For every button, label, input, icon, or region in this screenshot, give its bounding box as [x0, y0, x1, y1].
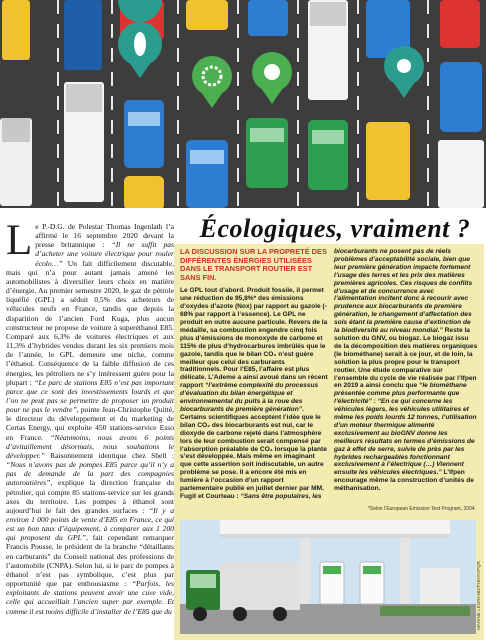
sidebar-box: [174, 244, 484, 640]
article-text: , fait cependant remarquer Francis Pousse, le président de la branche “détaillants en carburants” du Conseil national des professions de l’automobile (CNPA). Selon lui, si le parc de pompes à éthanol n’est pas symbolique, c’est plus par opportunité que par enthousiasme :: [6, 533, 174, 589]
sidebar-kicker: LA DISCUSSION SUR LA PROPRETÉ DES DIFFÉRENTES ÉNERGIES UTILISÉES DANS LE TRANSPORT ROUTIER EST SANS FIN.: [180, 247, 327, 282]
sidebar-quote: “l’extrême complexité du processus d’évaluation du bilan énergétique et environnemental du puits à la roue des biocarburants de première génération”: [180, 382, 319, 413]
article-text: Raisonnement identique chez Shell :: [44, 450, 174, 460]
sidebar-text: . Certains scientifiques acceptent l’idée que le bilan CO₂ des biocarburants est nul, car le dioxyde de carbone rejeté dans l’atmosphère lors de leur combustion serait compensé par l’absorption préalable de CO₂ lorsque la plante s’est développée. Mais même en imaginant que cette assertion soit indiscutable, un autre problème se pose. Il a encore été mis en lumière à l’occasion d’un rapport parlementaire publié en juillet dernier par MM. Fugit et Courteau :: [180, 405, 327, 500]
drop-cap: L: [6, 222, 33, 264]
sidebar-text: :: [371, 398, 378, 406]
article-quote: “Il ne suffit pas d’acheter une voiture électrique pour rouler écolo…”: [35, 240, 174, 268]
article-text: Un fait difficilement discutable, mais qui n’a pour autant jamais amené les automobilistes à diversifier leurs choix en matière d’énergie. Au premier semestre 2020, le gaz de pétrole liquéfié (GPL) a séduit 0,5% des acheteurs de véhicules neufs en France, tandis que depuis la disparition de l’ancien Ford Kuga, plus aucun constructeur ne propose de voiture à superéthanol E85. Comparé aux 6,3% de voitures électriques et aux 11,3% d’hybrides vendus durant les six premiers mois de l’année, le GPL demeure une niche, comme l’éthanol. Conséquence de la faible diffusion de ces énergies, les pétroliers ne s’y intéressent guère pour la plupart :: [6, 258, 174, 387]
sidebar-text: L’Ifpen encourage même la construction d’unités de méthanisation.: [334, 469, 474, 493]
article-quote: “Nous n’avons pas de pompes E85 parce qu’il n’y a pas de demande de la part des compagnies autoroutières”: [6, 460, 174, 488]
article-quote: “Il y a environ 1 000 points de vente d’E85 en France, ce qui est un bon taux d’équipement, à comparer aux 1 200 qui proposent du GPL”: [6, 505, 174, 543]
article-text: e P.-D.G. de Polestar Thomas Ingenlath l’a affirmé le 16 septembre 2020 devant la presse britannique :: [35, 222, 174, 250]
sidebar-quote: “En ce qui concerne les véhicules légers, les véhicules utilitaires et même les poids lourds 12 tonnes, l’utilisation d’un moteur thermique alimenté exclusivement au bioGNV donne les meilleurs résultats en termes d’émissions de gaz à effet de serre, suivie de près par les hybrides rechargeables fonctionnant exclusivement à l’électrique (…) Viennent ensuite les véhicules électriques.”: [334, 398, 477, 477]
photo-credit: MARINE LEGRAND/PHOTOPQR: [476, 561, 481, 630]
traffic-illustration: [0, 0, 486, 208]
article-quote: “Le parc de stations E85 n’est pas important parce que ce sont des investissements lourds et que l’on ne peut pas se permettre de proposer un produit pour ne pas le vendre”: [6, 377, 174, 415]
sidebar-text: Le GPL tout d’abord. Produit fossile, il permet une réduction de 95,8%* des émissions d’oxydes d’azote (Nox) par rapport au gazole (- 68% par rapport à l’essence). Le GPL ne produit en outre aucune particule. Revers de la médaille, sa combustion engendre cinq fois plus d’émissions de monoxyde de carbone et 115% de plus d’hydrocarbures imbrûlés que le gazole, tandis que le bilan CO₂ n’est guère meilleur que celui des carburants traditionnels. Pour l’E85, l’affaire est plus délicate. L’Ademe a ainsi avoué dans un récent rapport: [180, 287, 328, 390]
sidebar-left-column: [180, 248, 328, 501]
article-text: , explique la direction française du pétrolier, qui compte 85 stations-service sur les grands axes du territoire. Les pompes à éthanol sont aujourd’hui le fait des grandes surfaces :: [6, 478, 174, 515]
page-title: Écologiques, vraiment ?: [199, 214, 471, 243]
article-body: [6, 222, 174, 640]
footnote: *Selon l’European Emission Test Program, 2004.: [367, 506, 476, 512]
article-quote: “Néanmoins, nous avons 6 points d’avitaillement désormais, nous souhaitons le développer.”: [6, 432, 174, 460]
sidebar-quote: “le biométhane présentée comme plus performante que l’électricité”: [334, 382, 467, 406]
sidebar-right-column: [334, 248, 478, 493]
station-photo: [180, 520, 476, 634]
sidebar-text: Reste la solution du GNV, ou biogaz. Le biogaz issu de la décomposition des matières organiques (le biométhane) serait à ce jour, et de loin, la solution la plus propre pour le transport routier. Une étude comparative sur l’ensemble du cycle de vie réalisée par l’Ifpen en 2019 a ainsi conclu que: [334, 327, 478, 390]
article-text: , pointe Jean-Christophe Quitté, le directeur du développement et du marketing de Certas Energy, qui exploite 450 stations-service Esso en France.: [6, 405, 174, 442]
sidebar-quote: “Sans être populaires, les: [240, 492, 322, 500]
article-quote: “Parfois, les exploitants de stations peuvent avoir une cuve vide, celle qui accueillait l’ancien super par exemple. Et comme il est moins difficile d’installer de l’E85 que du: [6, 579, 174, 616]
sidebar-quote: biocarburants ne posent pas de réels problèmes d’acceptabilité sociale, bien que leur première génération impacte fortement l’usage des terres et les prix des matières premières agricoles. Ces risques de conflits d’usage et de concurrence avec l’alimentation incitent donc à recourir avec prudence aux biocarburants de première génération, le changement d’affectation des sols étant la première cause d’extinction de la biodiversité au niveau mondial.”: [334, 248, 473, 335]
